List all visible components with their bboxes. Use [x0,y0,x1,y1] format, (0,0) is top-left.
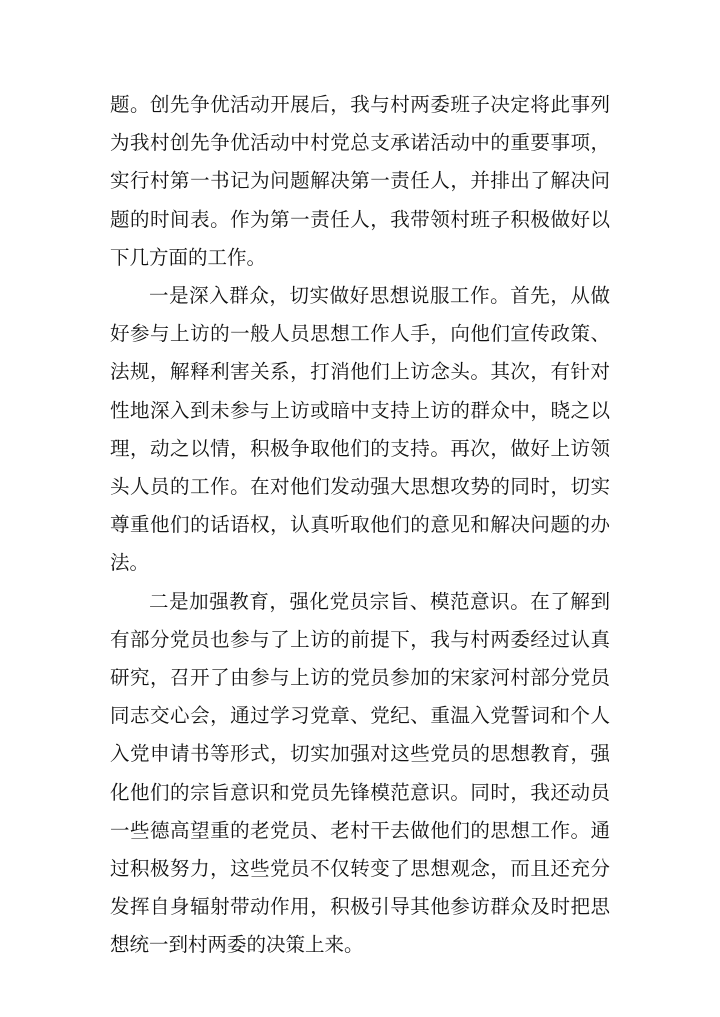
paragraph-point-two: 二是加强教育，强化党员宗旨、模范意识。在了解到有部分党员也参与了上访的前提下，我与村两委经过认真研究，召开了由参与上访的党员参加的宋家河村部分党员同志交心会，通过学习党章、党纪、重温入党誓词和个人入党申请书等形式，切实加强对这些党员的思想教育，强化他们的宗旨意识和党员先锋模范意识。同时，我还动员一些德高望重的老党员、老村干去做他们的思想工作。通过积极努力，这些党员不仅转变了思想观念，而且还充分发挥自身辐射带动作用，积极引导其他参访群众及时把思想统一到村两委的决策上来。 [110,589,610,957]
paragraph-point-one: 一是深入群众，切实做好思想说服工作。首先，从做好参与上访的一般人员思想工作人手，向他们宣传政策、法规，解释利害关系，打消他们上访念头。其次，有针对性地深入到未参与上访或暗中支持上访的群众中，晓之以理，动之以情，积极争取他们的支持。再次，做好上访领头人员的工作。在对他们发动强大思想攻势的同时，切实尊重他们的话语权，认真听取他们的意见和解决问题的办法。 [110,284,610,575]
document-body [110,86,610,965]
paragraph-continuation: 题。创先争优活动开展后，我与村两委班子决定将此事列为我村创先争优活动中村党总支承诺活动中的重要事项，实行村第一书记为问题解决第一责任人，并排出了解决问题的时间表。作为第一责任人，我带领村班子积极做好以下几方面的工作。 [110,93,610,269]
